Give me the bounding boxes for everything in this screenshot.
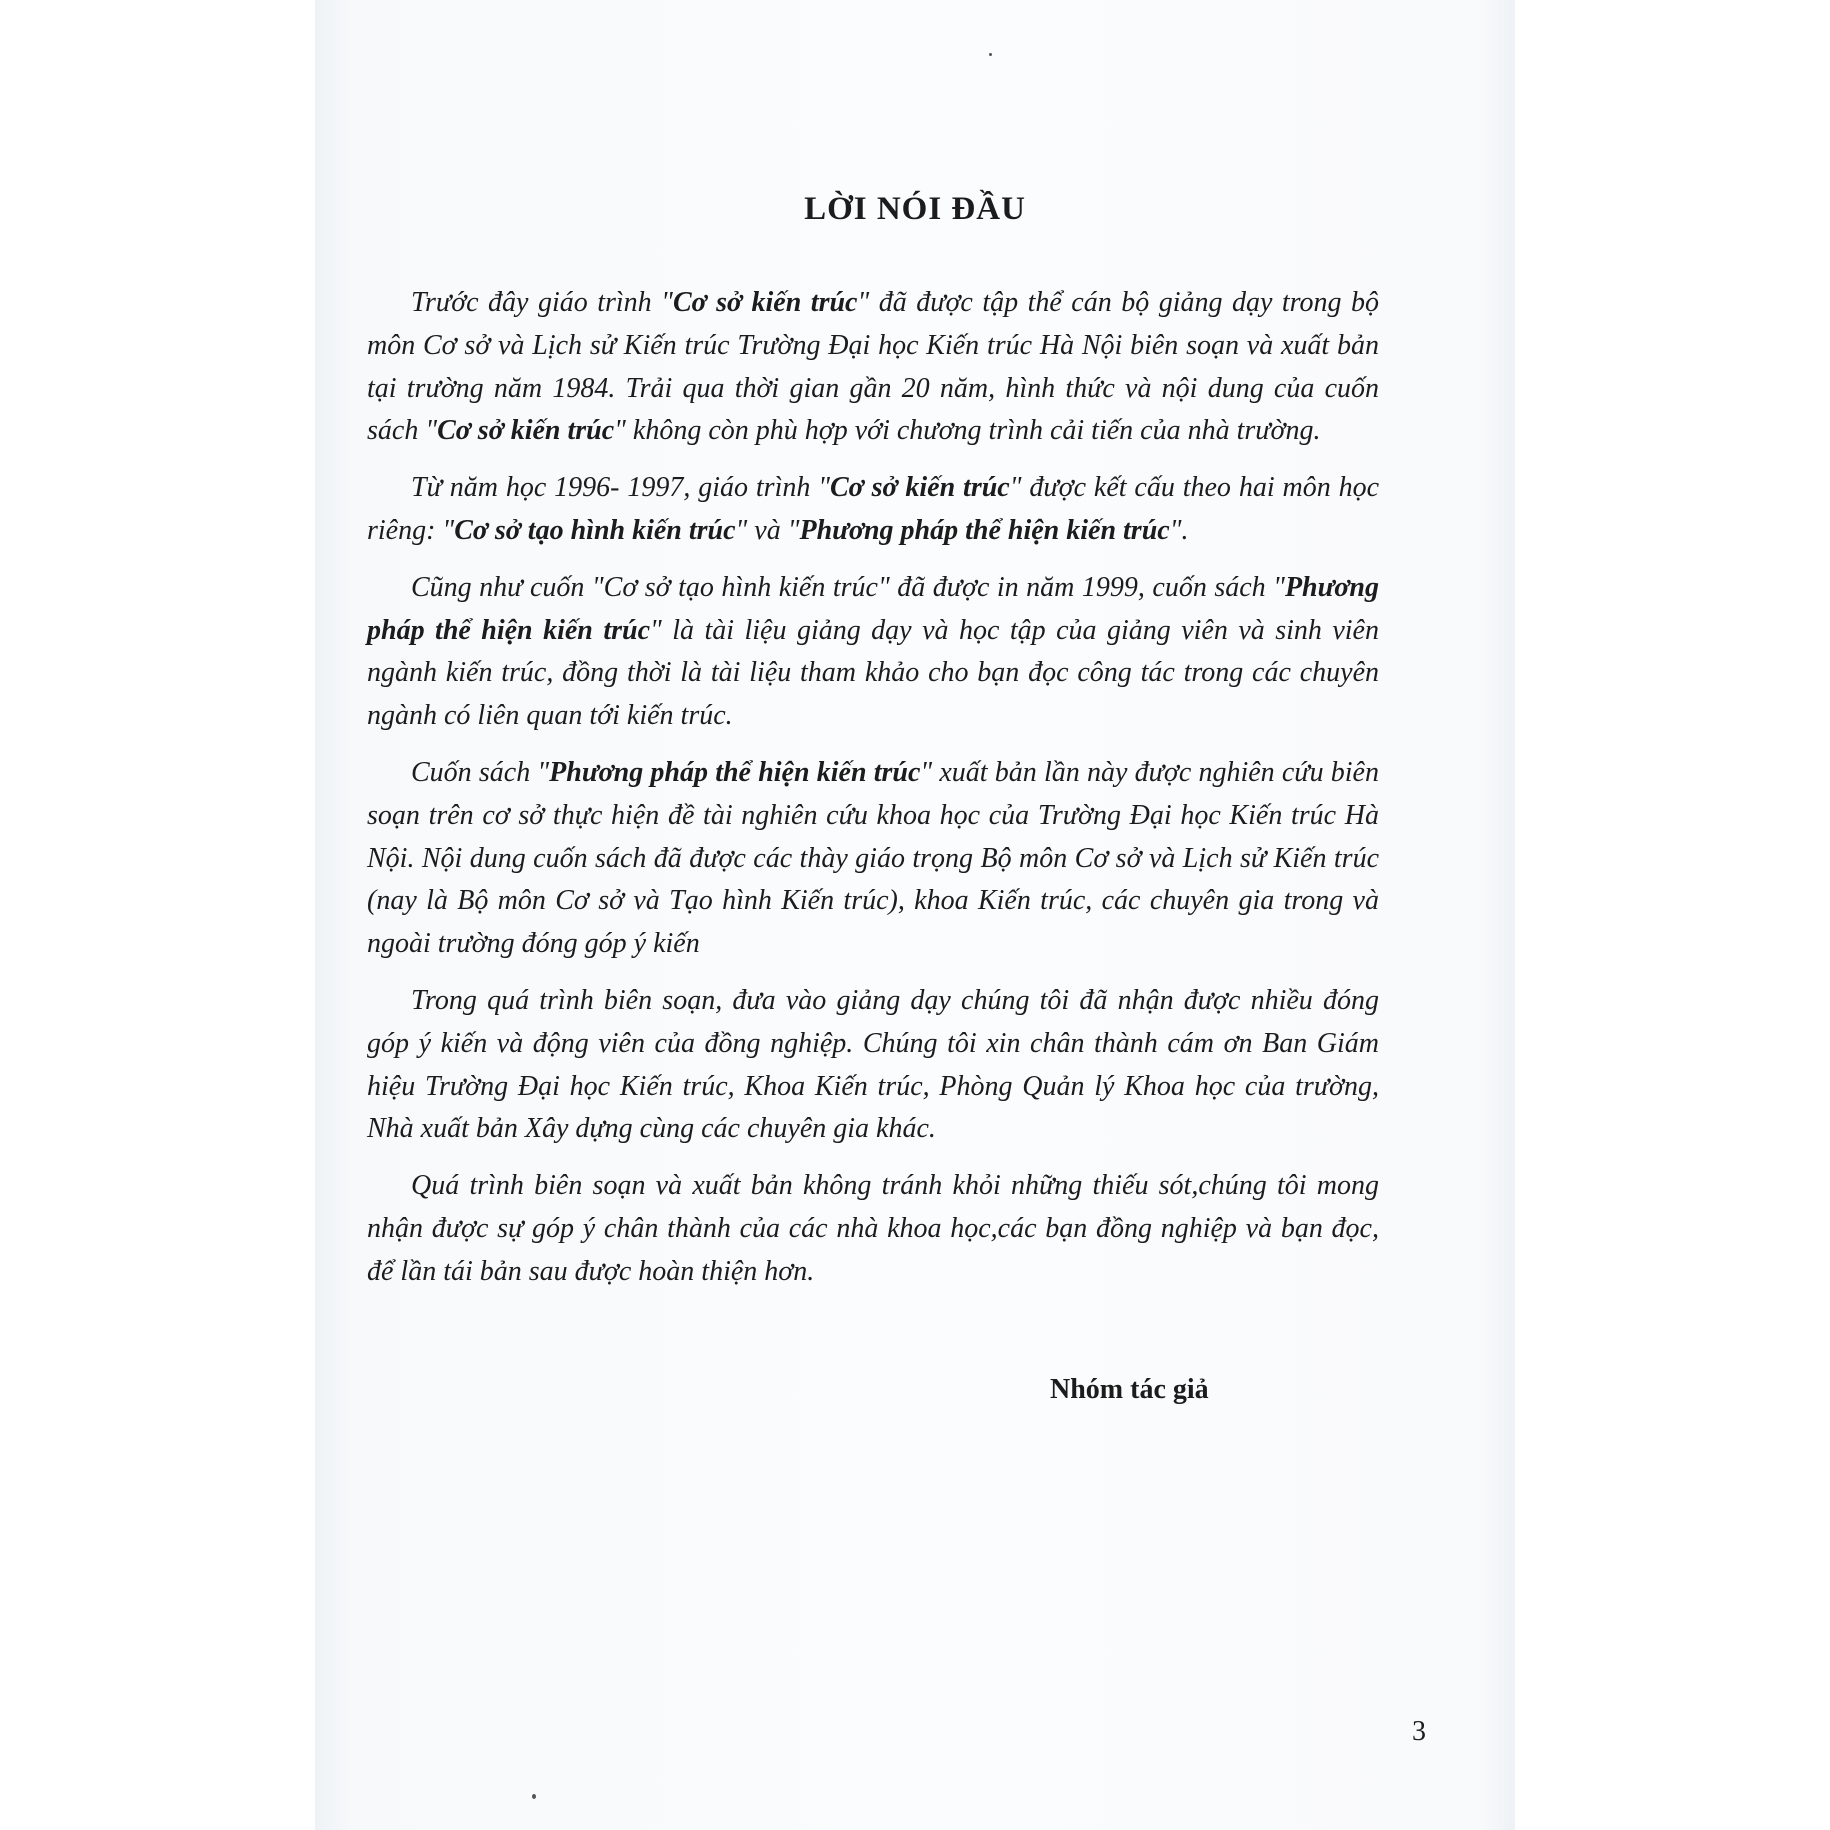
paragraph-text: Trước đây giáo trình " [411, 287, 673, 318]
paragraph-text: Trong quá trình biên soạn, đưa vào giảng dạy chúng tôi đã nhận được nhiều đóng góp ý kiến và động viên của đồng nghiệp. Chúng tôi xin chân thành cám ơn Ban Giám hiệu Trường Đại học Kiến trúc, Khoa Kiến trúc, Phòng Quản lý Khoa học của trường, Nhà xuất bản Xây dựng cùng các chuyên gia khác. [367, 984, 1379, 1145]
document-page [315, 0, 1515, 1830]
book-title-text: Cơ sở kiến trúc [830, 472, 1010, 504]
book-title-text: Phương pháp thể hiện kiến trúc [799, 514, 1170, 546]
preface-paragraph [367, 1165, 1379, 1293]
paragraph-text: " là tài liệu giảng dạy và học tập của giảng viên và sinh viên ngành kiến trúc, đồng thời là tài liệu tham khảo cho bạn đọc công tác trong các chuyên ngành có liên quan tới kiến trúc. [367, 614, 1379, 732]
preface-paragraph [367, 752, 1379, 966]
page-title: LỜI NÓI ĐẦU [804, 191, 1026, 227]
preface-paragraph [367, 567, 1379, 738]
preface-body [367, 282, 1379, 1308]
preface-paragraph [367, 980, 1379, 1151]
paragraph-text: " không còn phù hợp với chương trình cải tiến của nhà trường. [614, 415, 1321, 447]
scan-speck [989, 53, 992, 56]
book-title-text: Cơ sở kiến trúc [437, 415, 615, 447]
paragraph-text: ". [1169, 514, 1189, 546]
paragraph-text: " đã được tập thể cán bộ giảng dạy trong bộ môn Cơ sở và Lịch sử Kiến trúc Trường Đại học Kiến trúc Hà Nội biên soạn và xuất bản tại trường năm 1984. Trải qua thời gian gần 20 năm, hình thức và nội dung của cuốn sách " [367, 287, 1379, 447]
book-title-text: Cơ sở kiến trúc [672, 287, 858, 318]
signature: Nhóm tác giả [1050, 1374, 1209, 1405]
scan-speck [532, 1794, 536, 1799]
book-title-text: Phương pháp thể hiện kiến trúc [549, 756, 921, 788]
paragraph-text: " xuất bản lần này được nghiên cứu biên soạn trên cơ sở thực hiện đề tài nghiên cứu khoa học của Trường Đại học Kiến trúc Hà Nội. Nội dung cuốn sách đã được các thày giáo trọng Bộ môn Cơ sở và Lịch sử Kiến trúc (nay là Bộ môn Cơ sở và Tạo hình Kiến trúc), khoa Kiến trúc, các chuyên gia trong và ngoài trường đóng góp ý kiến [367, 756, 1379, 960]
paragraph-text: " và " [735, 514, 800, 546]
paragraph-text: Cuốn sách " [411, 756, 550, 788]
paragraph-text: " được kết cấu theo hai môn học riêng: " [367, 472, 1380, 546]
book-title-text: Phương pháp thể hiện kiến trúc [367, 571, 1379, 646]
paragraph-text: Quá trình biên soạn và xuất bản không tránh khỏi những thiếu sót,chúng tôi mong nhận được sự góp ý chân thành của các nhà khoa học,các bạn đồng nghiệp và bạn đọc, để lần tái bản sau được hoàn thiện hơn. [367, 1170, 1379, 1287]
paragraph-text: Từ năm học 1996- 1997, giáo trình " [411, 472, 830, 504]
preface-paragraph [367, 282, 1379, 453]
preface-paragraph [367, 467, 1379, 553]
paragraph-text: Cũng như cuốn "Cơ sở tạo hình kiến trúc" đã được in năm 1999, cuốn sách " [411, 571, 1285, 603]
page-number: 3 [1412, 1716, 1426, 1747]
book-title-text: Cơ sở tạo hình kiến trúc [454, 514, 736, 546]
